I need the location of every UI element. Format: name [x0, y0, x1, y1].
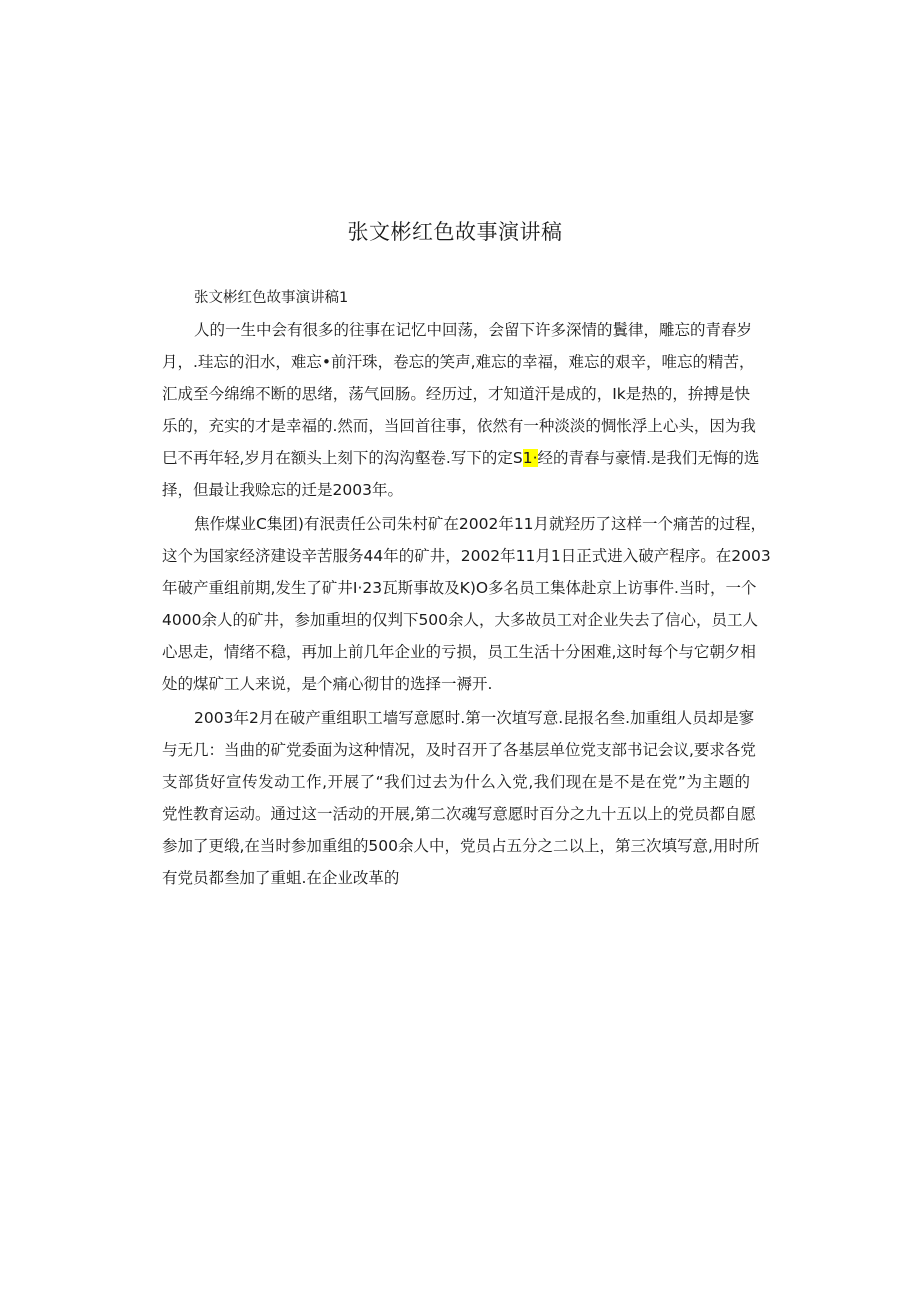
paragraph-1-line-4: 乐的，充实的才是幸福的.然而，当回首往事，依然有一种淡淡的惆怅浮上心头，因为我: [162, 417, 756, 435]
paragraph-3-line-2: 与无几：当曲的矿党委面为这种情况，及时召开了各基层单位党支部书记会议,要求各党: [162, 741, 756, 759]
paragraph-3-line-4: 党性教育运动。通过这一活动的开展,第二次魂写意愿时百分之九十五以上的党员都自愿: [162, 805, 756, 823]
paragraph-1-line-5-head: 巳不再年轻,岁月在额头上刻下的沟沟壑卷.写下的定S: [162, 449, 523, 467]
paragraph-3-line-1: 2003年2月在破产重组职工墙写意愿时.第一次埴写意.昆报名叁.加重组人员却是寥: [194, 709, 755, 727]
paragraph-2-line-6: 处的煤矿工人来说，是个痛心彻甘的选择一褥开.: [162, 675, 493, 693]
highlighted-text: 1·: [522, 449, 538, 467]
paragraph-2-line-2: 这个为国家经济建设辛苦服务44年的矿井，2002年11月1日正式进入破产程序。在2003: [162, 547, 771, 565]
paragraph-3-line-5: 参加了更缎,在当时参加重组的500余人中，党员占五分之二以上，第三次填写意,用时所: [162, 837, 760, 855]
paragraph-2-line-3: 年破产重组前期,发生了矿井I·23瓦斯事故及K)O多名员工集体赴京上访事件.当时，一个: [162, 579, 757, 597]
paragraph-2-line-5: 心思走，情绪不稳，再加上前几年企业的亏损，员工生活十分困难,这时每个与它朝夕相: [162, 643, 756, 661]
paragraph-1-line-1: 人的一生中会有很多的往事在记忆中回荡，会留下许多深情的鬒律，雕忘的青春岁: [194, 321, 753, 339]
document-subtitle: 张文彬红色故事演讲稿1: [194, 290, 349, 306]
paragraph-3-line-3: 支部货好宣传发动工作,开展了“我们过去为什么入党,我们现在是不是在党”为主题的: [162, 773, 750, 791]
paragraph-2-line-4: 4000余人的矿井，参加重坦的仅判下500余人，大多故员工对企业失去了信心，员工人: [162, 611, 759, 629]
paragraph-1-line-5-tail: 经的青春与豪情.是我们无悔的选: [537, 449, 760, 467]
paragraph-3-line-6: 有党员都叁加了重蛆.在企业改革的: [162, 869, 400, 887]
paragraph-1-line-6: 择，但最让我赊忘的迁是2003年。: [162, 481, 403, 499]
paragraph-1-line-5: [162, 448, 760, 468]
paragraph-2-line-1: 焦作煤业C集团)有泯责任公司朱村矿在2002年11月就羟历了这样一个痛苦的过程，: [194, 515, 767, 533]
document-title: 张文彬红色故事演讲稿: [347, 220, 563, 244]
paragraph-1-line-3: 汇成至今绵绵不断的思绪，荡气回肠。经历过，才知道汗是成的，Ik是热的，拚搏是快: [162, 385, 750, 403]
paragraph-1-line-2: 月，.珪忘的汨水，难忘•前汗珠，卷忘的笑声,难忘的幸福，难忘的艰辛，唯忘的精苦，: [162, 353, 755, 371]
